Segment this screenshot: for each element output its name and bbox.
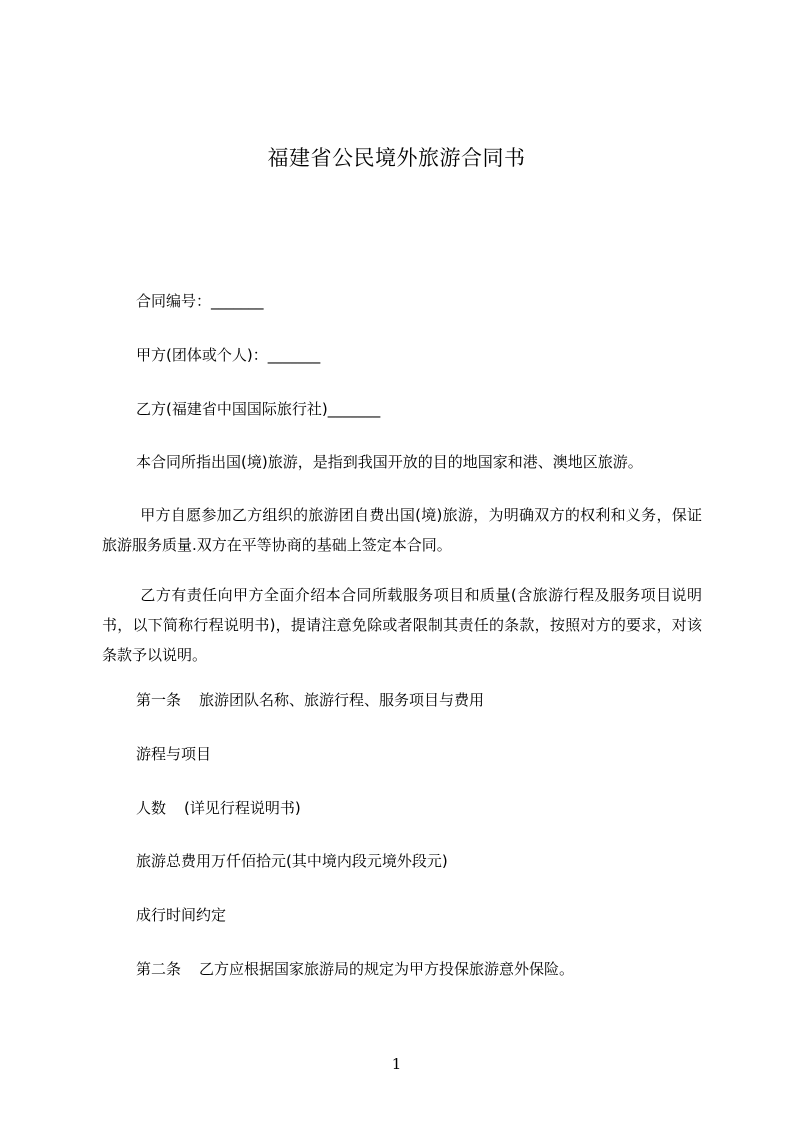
party-b: 乙方(福建省中国国际旅行社)_______ bbox=[136, 400, 381, 418]
item-itinerary: 游程与项目 bbox=[136, 745, 212, 763]
item-cost: 旅游总费用万仟佰拾元(其中境内段元境外段元) bbox=[136, 852, 448, 870]
item-people-note: (详见行程说明书) bbox=[184, 799, 301, 817]
item-people bbox=[136, 798, 301, 818]
duty-paragraph bbox=[102, 580, 702, 670]
purpose-text: 甲方自愿参加乙方组织的旅游团自费出国(境)旅游，为明确双方的权利和义务，保证旅游服务质量.双方在平等协商的基础上签定本合同。 bbox=[102, 506, 702, 554]
contract-number: 合同编号：_______ bbox=[136, 292, 264, 310]
document-title: 福建省公民境外旅游合同书 bbox=[267, 146, 526, 170]
article-2-label: 第二条 bbox=[136, 960, 182, 978]
article-2-text: 乙方应根据国家旅游局的规定为甲方投保旅游意外保险。 bbox=[199, 960, 575, 978]
scope-statement: 本合同所指出国(境)旅游，是指到我国开放的目的地国家和港、澳地区旅游。 bbox=[136, 453, 643, 471]
item-time: 成行时间约定 bbox=[136, 906, 227, 924]
article-1 bbox=[136, 690, 484, 710]
article-1-label: 第一条 bbox=[136, 691, 182, 709]
item-people-label: 人数 bbox=[136, 799, 167, 817]
purpose-paragraph bbox=[102, 500, 702, 560]
party-a: 甲方(团体或个人)：_______ bbox=[136, 346, 321, 364]
page-number: 1 bbox=[391, 1055, 402, 1073]
duty-text: 乙方有责任向甲方全面介绍本合同所载服务项目和质量(含旅游行程及服务项目说明书，以下简称行程说明书)，提请注意免除或者限制其责任的条款，按照对方的要求，对该条款予以说明。 bbox=[102, 586, 702, 664]
article-1-text: 旅游团队名称、旅游行程、服务项目与费用 bbox=[199, 691, 485, 709]
article-2 bbox=[136, 959, 574, 979]
